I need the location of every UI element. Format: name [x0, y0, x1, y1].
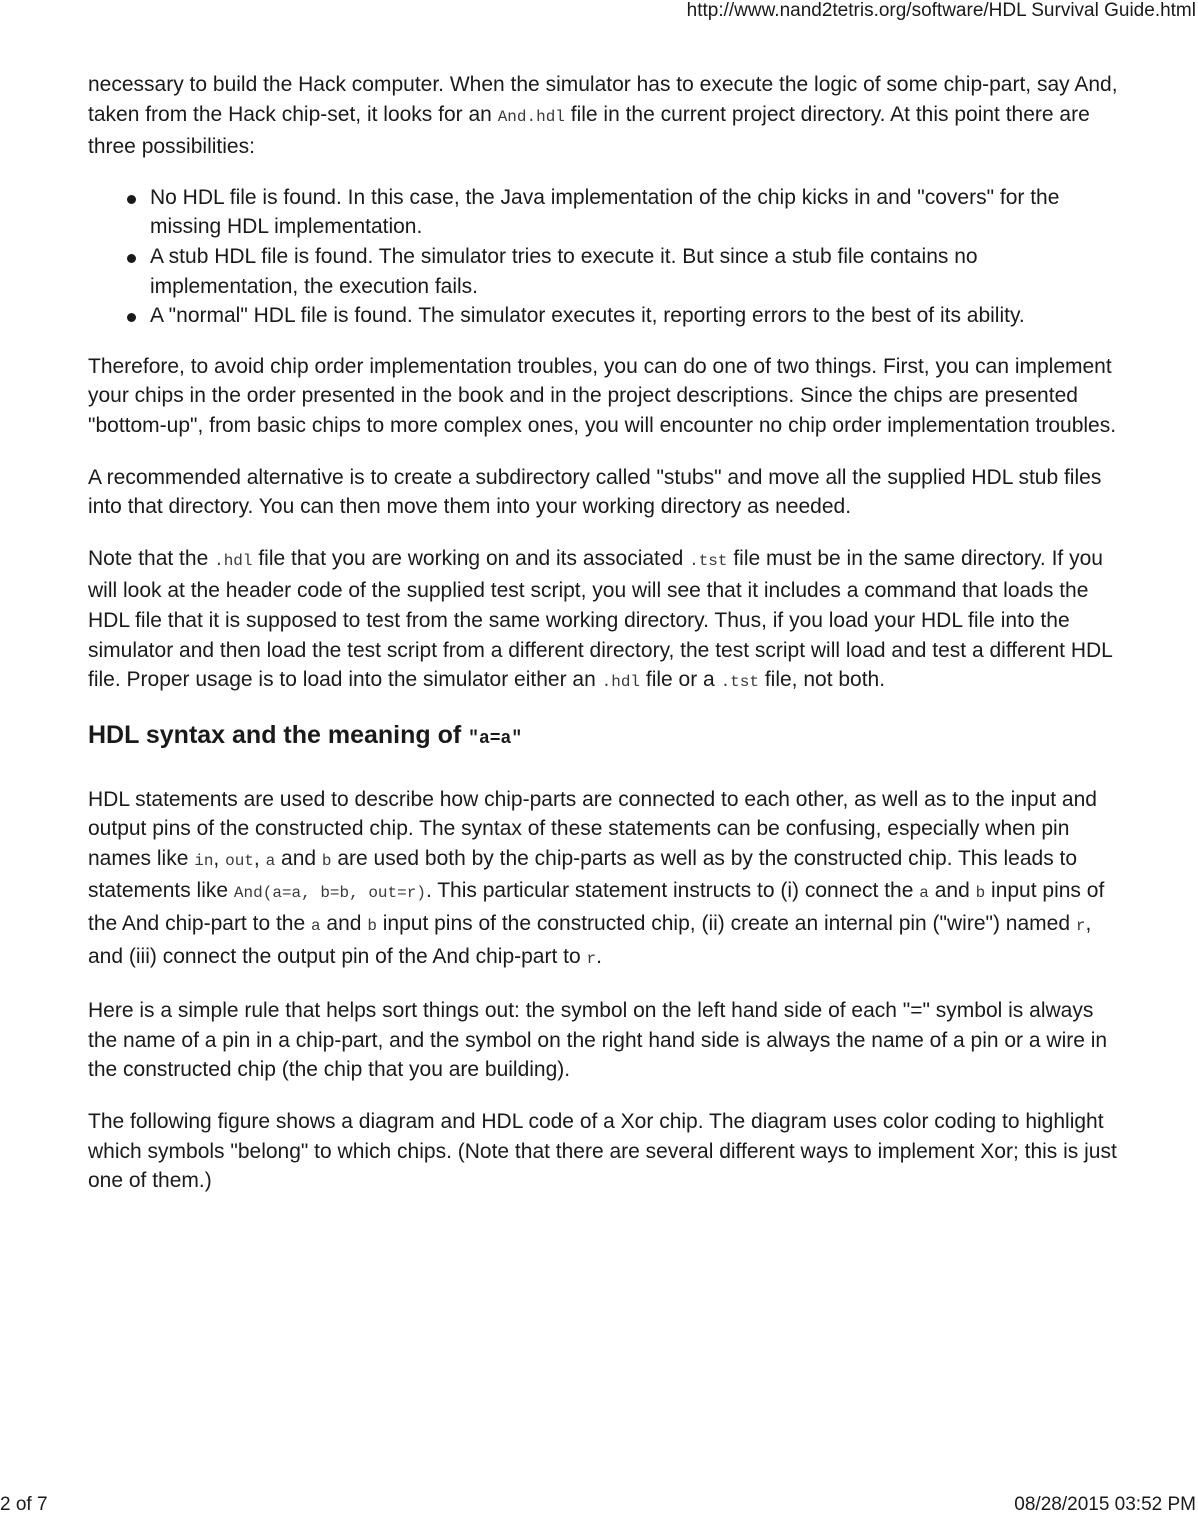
text: .	[596, 944, 602, 968]
text: input pins of the And chip-part to the	[88, 879, 1105, 936]
text: file in the current project directory. At this point there are three possibilities:	[88, 102, 1090, 159]
list-item	[150, 301, 1118, 331]
text: file must be in the same directory. If you will look at the header code of the supplied test script, you will see that it includes a command that loads the HDL file that it is supposed to test from the same working directory. Thus, if you load your HDL file into the simulator and then load the test script from a different directory, the test script will load and test a different HDL file. Proper usage is to load into the simulator either an	[88, 546, 1113, 692]
inline-code: a	[310, 917, 321, 936]
bullet-icon	[127, 254, 136, 263]
paragraph-simple-rule: Here is a simple rule that helps sort things out: the symbol on the left hand side of each "=" symbol is always the name of a pin in a chip-part, and the symbol on the right hand side is always the name of a pin or a wire in the constructed chip (the chip that you are building).	[88, 999, 1108, 1082]
possibilities-list	[88, 183, 1118, 331]
text: necessary to build the Hack computer. When the simulator has to execute the logic of some chip-part, say And, taken from the Hack chip-set, it looks for an	[88, 73, 1118, 126]
list-item	[150, 242, 1118, 301]
print-timestamp: 08/28/2015 03:52 PM	[1014, 1494, 1196, 1515]
list-item	[150, 183, 1118, 242]
text: and	[275, 846, 322, 870]
inline-code: out	[225, 851, 254, 870]
paragraph-stubs: A recommended alternative is to create a subdirectory called "stubs" and move all the supplied HDL stub files into that directory. You can then move them into your working directory as needed.	[88, 465, 1102, 519]
inline-code: r	[1075, 917, 1086, 936]
text: . This particular statement instructs to (i) connect the	[425, 879, 920, 903]
list-item-text: No HDL file is found. In this case, the Java implementation of the chip kicks in and "covers" for the missing HDL implementation.	[150, 185, 1060, 239]
page-url: http://www.nand2tetris.org/software/HDL Survival Guide.html	[686, 0, 1196, 21]
heading-code: "a=a"	[468, 728, 523, 749]
text: , and (iii) connect the output pin of the And chip-part to	[88, 912, 1092, 968]
inline-code: .tst	[720, 673, 759, 692]
paragraph-intro	[88, 70, 1118, 162]
text: ,	[213, 846, 226, 870]
text: ,	[253, 846, 266, 870]
inline-code: a	[265, 851, 276, 870]
list-item-text: A "normal" HDL file is found. The simulator executes it, reporting errors to the best of its ability.	[150, 304, 1025, 328]
heading-text: HDL syntax and the meaning of	[88, 720, 469, 749]
inline-code: a	[919, 884, 929, 903]
text: file that you are working on and its associated	[252, 546, 690, 570]
inline-code: b	[321, 851, 332, 870]
text: and	[320, 912, 368, 936]
inline-code: And(a=a, b=b, out=r)	[233, 884, 426, 903]
inline-code: in	[194, 851, 214, 870]
inline-code: .tst	[689, 551, 728, 570]
inline-code: b	[367, 917, 377, 936]
document-body	[88, 70, 1118, 1218]
text: file, not both.	[758, 668, 886, 692]
text: file or a	[640, 668, 721, 692]
inline-code: r	[586, 949, 597, 968]
paragraph-chip-order: Therefore, to avoid chip order implementation troubles, you can do one of two things. First, you can implement your chips in the order presented in the book and in the project descriptions. Since the chips are presented "bottom-up", from basic chips to more complex ones, you will encounter no chip order implementation troubles.	[88, 354, 1117, 437]
list-item-text: A stub HDL file is found. The simulator tries to execute it. But since a stub file contains no implementation, the execution fails.	[150, 244, 978, 298]
page-number: 2 of 7	[0, 1494, 48, 1515]
paragraph-xor-figure: The following figure shows a diagram and HDL code of a Xor chip. The diagram uses color coding to highlight which symbols "belong" to which chips. (Note that there are several different ways to implement Xor; this is just one of them.)	[88, 1110, 1117, 1193]
paragraph-hdl-statements	[88, 785, 1118, 975]
text: HDL statements are used to describe how chip-parts are connected to each other, as well as to the input and output pins of the constructed chip. The syntax of these statements can be confusing, especially when pin names like	[88, 787, 1097, 870]
paragraph-same-directory	[88, 544, 1118, 698]
text: are used both by the chip-parts as well as by the constructed chip. This leads to statements like	[88, 846, 1078, 903]
inline-code: b	[975, 884, 986, 903]
bullet-icon	[127, 313, 136, 322]
inline-code: And.hdl	[497, 107, 565, 126]
bullet-icon	[127, 195, 136, 204]
text: Note that the	[88, 546, 215, 570]
inline-code: .hdl	[601, 673, 641, 692]
text: and	[928, 879, 976, 903]
section-heading	[88, 720, 1118, 754]
text: input pins of the constructed chip, (ii) create an internal pin ("wire") named	[376, 912, 1076, 936]
inline-code: .hdl	[214, 551, 253, 570]
